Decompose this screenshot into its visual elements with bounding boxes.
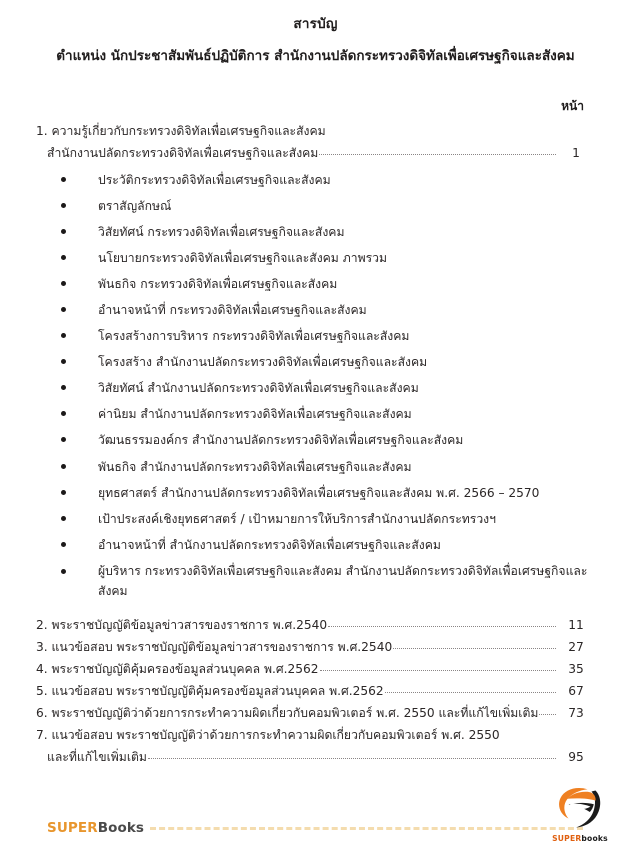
list-item[interactable] bbox=[61, 401, 595, 427]
wordmark-super: SUPER bbox=[47, 820, 98, 836]
toc-entry-7-line1: 7. แนวข้อสอบ พระราชบัญญัติว่าด้วยการกระทำความผิดเกี่ยวกับคอมพิวเตอร์ พ.ศ. 2550 bbox=[36, 727, 500, 742]
toc-entry-label: 4. พระราชบัญญัติคุ้มครองข้อมูลส่วนบุคคล พ.ศ.2562 bbox=[36, 661, 319, 676]
page-footer bbox=[0, 785, 631, 857]
toc-section-heading-1: 1. ความรู้เกี่ยวกับกระทรวงดิจิทัลเพื่อเศรษฐกิจและสังคม bbox=[36, 124, 326, 138]
list-item[interactable] bbox=[61, 532, 595, 558]
toc-entry-section1[interactable] bbox=[36, 142, 595, 164]
list-item[interactable] bbox=[61, 193, 595, 219]
list-item[interactable] bbox=[61, 349, 595, 375]
table-of-contents bbox=[0, 120, 631, 768]
bullet-icon bbox=[61, 411, 66, 416]
page-subtitle: ตำแหน่ง นักประชาสัมพันธ์ปฏิบัติการ สำนักงานปลัดกระทรวงดิจิทัลเพื่อเศรษฐกิจและสังคม bbox=[56, 48, 575, 64]
dot-leader bbox=[393, 647, 556, 649]
list-item-label: เป้าประสงค์เชิงยุทธศาสตร์ / เป้าหมายการให้บริการสำนักงานปลัดกระทรวงฯ bbox=[98, 511, 496, 526]
list-item[interactable] bbox=[61, 454, 595, 480]
list-item-label: ตราสัญลักษณ์ bbox=[98, 199, 172, 214]
bullet-icon bbox=[61, 281, 66, 286]
toc-entry-7[interactable] bbox=[36, 746, 595, 768]
list-item[interactable] bbox=[61, 558, 595, 604]
bullet-icon bbox=[61, 542, 66, 547]
bullet-icon bbox=[61, 569, 66, 574]
list-item[interactable] bbox=[61, 167, 595, 193]
bullet-icon bbox=[61, 359, 66, 364]
toc-entry-label: 6. พระราชบัญญัติว่าด้วยการกระทำความผิดเกี่ยวกับคอมพิวเตอร์ พ.ศ. 2550 และที่แก้ไขเพิ่มเติม bbox=[36, 705, 539, 720]
list-item[interactable] bbox=[61, 375, 595, 401]
dot-leader bbox=[319, 153, 556, 155]
spacer bbox=[36, 606, 595, 614]
bullet-icon bbox=[61, 177, 66, 182]
bullet-icon bbox=[61, 490, 66, 495]
bullet-icon bbox=[61, 464, 66, 469]
dot-leader bbox=[539, 713, 556, 715]
list-item-label: ค่านิยม สำนักงานปลัดกระทรวงดิจิทัลเพื่อเศรษฐกิจและสังคม bbox=[98, 407, 412, 422]
bullet-icon bbox=[61, 333, 66, 338]
toc-entry-label: 2. พระราชบัญญัติข้อมูลข่าวสารของราชการ พ.ศ.2540 bbox=[36, 617, 328, 632]
bullet-icon bbox=[61, 229, 66, 234]
bullet-icon bbox=[61, 203, 66, 208]
toc-entry-label: 5. แนวข้อสอบ พระราชบัญญัติคุ้มครองข้อมูลส่วนบุคคล พ.ศ.2562 bbox=[36, 683, 384, 698]
list-item-label: ผู้บริหาร กระทรวงดิจิทัลเพื่อเศรษฐกิจและสังคม สำนักงานปลัดกระทรวงดิจิทัลเพื่อเศรษฐกิจและสังคม bbox=[98, 563, 588, 598]
logo-caption-super: SUPER bbox=[552, 834, 582, 843]
dot-leader bbox=[148, 757, 556, 759]
wordmark-books: Books bbox=[97, 820, 145, 836]
list-item-label: โครงสร้าง สำนักงานปลัดกระทรวงดิจิทัลเพื่อเศรษฐกิจและสังคม bbox=[98, 355, 428, 370]
bullet-icon bbox=[61, 437, 66, 442]
page-number-column-header: หน้า bbox=[561, 99, 584, 113]
bullet-icon bbox=[61, 307, 66, 312]
logo-caption-books: books bbox=[581, 834, 608, 843]
toc-entry-label: สำนักงานปลัดกระทรวงดิจิทัลเพื่อเศรษฐกิจและสังคม bbox=[47, 146, 319, 160]
list-item[interactable] bbox=[61, 271, 595, 297]
footer-dashed-divider bbox=[150, 827, 583, 830]
toc-entry-page: 35 bbox=[568, 661, 584, 676]
bullet-icon bbox=[61, 516, 66, 521]
list-item-label: วิสัยทัศน์ สำนักงานปลัดกระทรวงดิจิทัลเพื่อเศรษฐกิจและสังคม bbox=[98, 381, 419, 396]
list-item-label: วิสัยทัศน์ กระทรวงดิจิทัลเพื่อเศรษฐกิจและสังคม bbox=[98, 225, 345, 240]
list-item-label: อำนาจหน้าที่ กระทรวงดิจิทัลเพื่อเศรษฐกิจและสังคม bbox=[98, 303, 367, 318]
bullet-icon bbox=[61, 385, 66, 390]
toc-entry-page: 95 bbox=[568, 749, 584, 764]
toc-entry-4[interactable] bbox=[36, 658, 595, 680]
list-item-label: โครงสร้างการบริหาร กระทรวงดิจิทัลเพื่อเศรษฐกิจและสังคม bbox=[98, 329, 410, 344]
dot-leader bbox=[320, 669, 556, 671]
toc-entry-page: 1 bbox=[572, 146, 580, 160]
toc-entry-page: 11 bbox=[568, 617, 584, 632]
dot-leader bbox=[328, 625, 556, 627]
list-item[interactable] bbox=[61, 506, 595, 532]
superbooks-wordmark bbox=[47, 821, 144, 835]
list-item-label: ยุทธศาสตร์ สำนักงานปลัดกระทรวงดิจิทัลเพื่อเศรษฐกิจและสังคม พ.ศ. 2566 – 2570 bbox=[98, 485, 540, 500]
toc-entry-page: 67 bbox=[568, 683, 584, 698]
toc-entry-page: 27 bbox=[568, 639, 584, 654]
dot-leader bbox=[385, 691, 556, 693]
toc-entry-5[interactable] bbox=[36, 680, 595, 702]
list-item-label: ประวัติกระทรวงดิจิทัลเพื่อเศรษฐกิจและสังคม bbox=[98, 173, 331, 187]
list-item[interactable] bbox=[61, 245, 595, 271]
list-item-label: พันธกิจ สำนักงานปลัดกระทรวงดิจิทัลเพื่อเศรษฐกิจและสังคม bbox=[98, 459, 412, 474]
list-item[interactable] bbox=[61, 219, 595, 245]
list-item-label: วัฒนธรรมองค์กร สำนักงานปลัดกระทรวงดิจิทัลเพื่อเศรษฐกิจและสังคม bbox=[98, 433, 464, 448]
page-title: สารบัญ bbox=[293, 16, 338, 32]
list-item[interactable] bbox=[61, 427, 595, 453]
toc-entry-label: 3. แนวข้อสอบ พระราชบัญญัติข้อมูลข่าวสารของราชการ พ.ศ.2540 bbox=[36, 639, 393, 654]
toc-bullet-list bbox=[36, 167, 595, 604]
toc-entry-label: และที่แก้ไขเพิ่มเติม bbox=[47, 749, 147, 764]
list-item[interactable] bbox=[61, 297, 595, 323]
superbooks-logo bbox=[543, 787, 617, 843]
toc-entry-page: 73 bbox=[568, 705, 584, 720]
toc-entry-3[interactable] bbox=[36, 636, 595, 658]
list-item-label: อำนาจหน้าที่ สำนักงานปลัดกระทรวงดิจิทัลเพื่อเศรษฐกิจและสังคม bbox=[98, 537, 441, 552]
logo-caption bbox=[543, 834, 617, 843]
toc-entry-2[interactable] bbox=[36, 614, 595, 636]
logo-swoosh-icon bbox=[543, 787, 617, 831]
list-item[interactable] bbox=[61, 480, 595, 506]
toc-entry-6[interactable] bbox=[36, 702, 595, 724]
footer-rule bbox=[47, 821, 583, 835]
list-item[interactable] bbox=[61, 323, 595, 349]
bullet-icon bbox=[61, 255, 66, 260]
list-item-label: พันธกิจ กระทรวงดิจิทัลเพื่อเศรษฐกิจและสังคม bbox=[98, 277, 338, 292]
list-item-label: นโยบายกระทรวงดิจิทัลเพื่อเศรษฐกิจและสังคม ภาพรวม bbox=[98, 251, 388, 266]
